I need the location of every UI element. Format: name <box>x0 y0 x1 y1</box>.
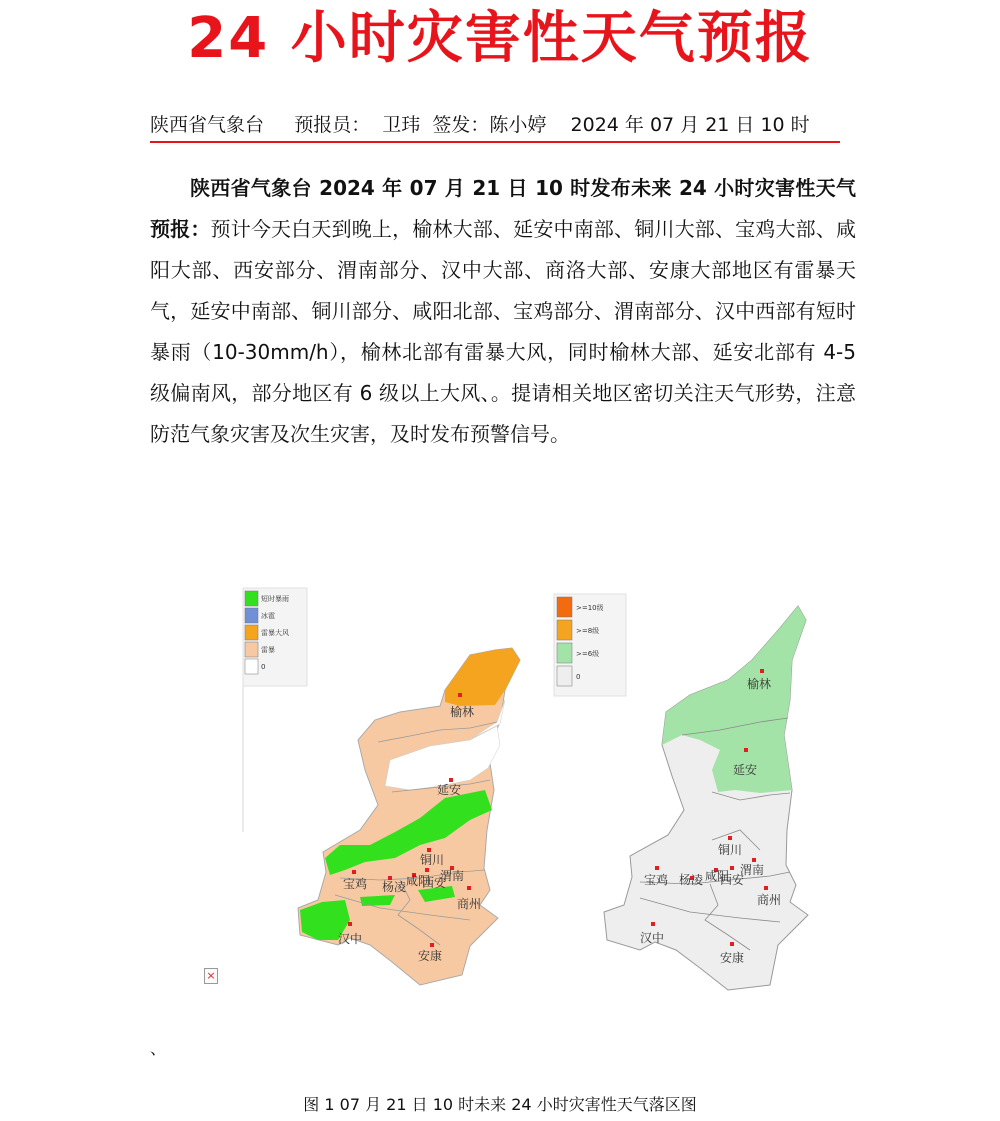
city-label: 宝鸡 <box>644 873 669 887</box>
left-legend <box>243 588 307 832</box>
city-label: 商州 <box>457 897 482 911</box>
city-label: 延安 <box>437 783 462 797</box>
issuer-line: 陕西省气象台 预报员： 卫玮 签发：陈小婷 2024 年 07 月 21 日 10 时 <box>150 114 810 136</box>
forecast-lead: 陕西省气象台 2024 年 07 月 21 日 10 时发布未来 24 小时灾害性天气预报： <box>150 176 856 241</box>
city-label: 汉中 <box>640 931 665 945</box>
stray-mark: 、 <box>150 1039 167 1058</box>
legend-label: 0 <box>261 663 266 671</box>
city-label: 汉中 <box>338 932 363 946</box>
forecast-text: 预计今天白天到晚上，榆林大部、延安中南部、铜川大部、宝鸡大部、咸阳大部、西安部分、渭南部分、汉中大部、商洛大部、安康大部地区有雷暴天气，延安中南部、铜川部分、咸阳北部、宝鸡部分、渭南部分、汉中西部有短时暴雨（10-30mm/h），榆林北部有雷暴大风，同时榆林大部、延安北部有 4-5 级偏南风，部分地区有 6 级以上大风、。提请相关地区密切关注天气形势，注意防范气象灾害及次生灾害，及时发布预警信号。 <box>150 217 857 446</box>
right-legend <box>554 594 626 696</box>
city-label: 延安 <box>733 763 758 777</box>
city-label: 杨凌 <box>679 873 704 887</box>
legend-swatch-gale <box>245 625 258 640</box>
city-label: 宝鸡 <box>343 877 368 891</box>
left-map <box>243 588 520 985</box>
legend-swatch-hail <box>245 608 258 623</box>
city-label: 渭南 <box>740 863 765 877</box>
page-title: 24 小时灾害性天气预报 <box>187 6 813 71</box>
legend-label: 雷暴大风 <box>261 629 289 637</box>
city-label: 咸阳 <box>705 869 730 883</box>
legend-swatch-rainstorm <box>245 591 258 606</box>
city-label: 榆林 <box>747 677 772 691</box>
legend-swatch-none <box>245 659 258 674</box>
city-label: 安康 <box>418 949 443 963</box>
city-label: 榆林 <box>450 705 475 719</box>
city-label: 西安 <box>720 873 745 887</box>
city-label: 咸阳 <box>406 874 431 888</box>
broken-image-icon: × <box>204 968 218 984</box>
legend-label: 冰雹 <box>261 612 275 620</box>
city-label: 安康 <box>720 951 745 965</box>
city-label: 铜川 <box>718 843 743 857</box>
legend-label: >=8级 <box>576 627 600 635</box>
city-label: 渭南 <box>440 869 465 883</box>
right-map <box>554 594 808 990</box>
legend-label: >=10级 <box>576 604 604 612</box>
gale-area <box>445 648 520 706</box>
city-label: 铜川 <box>420 853 445 867</box>
legend-label: 0 <box>576 673 581 681</box>
legend-label: 雷暴 <box>261 646 275 654</box>
city-label: 商州 <box>757 893 782 907</box>
legend-label: >=6级 <box>576 650 600 658</box>
city-label: 西安 <box>422 876 447 890</box>
figure-caption: 图 1 07 月 21 日 10 时未来 24 小时灾害性天气落区图 <box>303 1095 697 1114</box>
legend-label: 短时暴雨 <box>261 595 289 603</box>
legend-swatch-thunder <box>245 642 258 657</box>
city-label: 杨凌 <box>382 880 407 894</box>
